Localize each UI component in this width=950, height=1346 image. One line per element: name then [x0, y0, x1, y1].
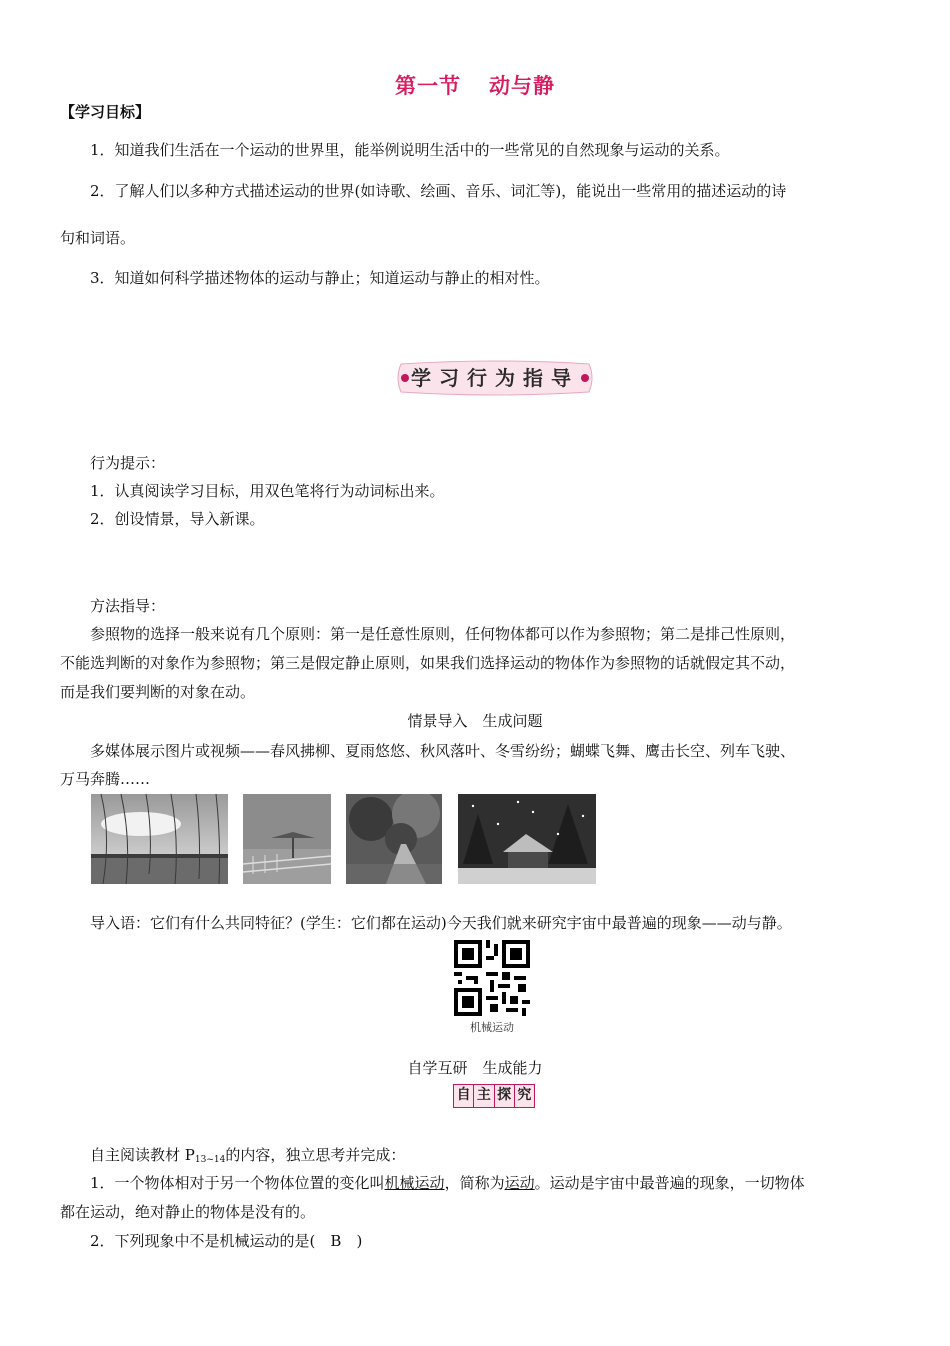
photo-summer-rain	[243, 794, 331, 884]
q1-text: ，简称为	[444, 1174, 505, 1192]
objective-item: 3．知道如何科学描述物体的运动与静止；知道运动与静止的相对性。	[90, 269, 550, 287]
section-number: 第一节	[395, 73, 461, 98]
method-line: 而是我们要判断的对象在动。	[60, 683, 256, 701]
behavior-heading: 行为提示：	[90, 454, 166, 472]
q1-text: 。运动是宇宙中最普遍的现象，一切物体	[534, 1174, 805, 1192]
method-heading: 方法指导：	[90, 597, 166, 615]
section-banner	[395, 360, 595, 396]
objective-item: 1．知道我们生活在一个运动的世界里，能举例说明生活中的一些常见的自然现象与运动的关系。	[90, 141, 730, 159]
q2-answer: B	[330, 1232, 342, 1250]
method-line: 不能选判断的对象作为参照物；第三是假定静止原则，如果我们选择运动的物体作为参照物的话就假定其不动，	[60, 654, 796, 672]
badge-char: 自	[454, 1085, 474, 1107]
reading-prefix: 自主阅读教材 P	[90, 1146, 195, 1164]
reading-instruction	[90, 1144, 895, 1171]
qr-code-icon[interactable]	[454, 940, 530, 1016]
question-1-continued: 都在运动，绝对静止的物体是没有的。	[60, 1203, 316, 1221]
badge-char: 究	[517, 1087, 532, 1103]
objective-item-continued: 句和词语。	[60, 229, 136, 247]
intro-speech: 导入语：它们有什么共同特征？(学生：它们都在运动)今天我们就来研究宇宙中最普遍的现象——动与静。	[90, 914, 792, 932]
method-line: 参照物的选择一般来说有几个原则：第一是任意性原则，任何物体都可以作为参照物；第二是排己性原则，	[90, 625, 796, 643]
banner-text: 学习行为指导	[411, 366, 579, 390]
q1-answer-1: 机械运动	[384, 1174, 445, 1192]
badge-char: 主	[474, 1085, 494, 1107]
q1-text: 1．一个物体相对于另一个物体位置的变化叫	[90, 1174, 385, 1192]
photo-autumn-leaves	[346, 794, 442, 884]
q1-answer-2: 运动	[504, 1174, 535, 1192]
behavior-item: 1．认真阅读学习目标，用双色笔将行为动词标出来。	[90, 482, 445, 500]
question-1	[90, 1172, 895, 1194]
objectives-heading: 【学习目标】	[60, 103, 151, 121]
badge-char: 探	[495, 1085, 515, 1107]
q2-text: 2．下列现象中不是机械运动的是(	[90, 1232, 331, 1250]
photo-winter-snow	[458, 794, 596, 884]
scene-heading: 情景导入 生成问题	[407, 712, 543, 730]
question-2	[90, 1230, 895, 1252]
behavior-item: 2．创设情景，导入新课。	[90, 510, 265, 528]
photo-spring-willow	[91, 794, 228, 884]
reading-pages: 13~14	[194, 1155, 226, 1165]
selfstudy-heading: 自学互研 生成能力	[407, 1059, 543, 1077]
scene-line: 万马奔腾……	[60, 770, 151, 788]
q2-close: )	[341, 1232, 363, 1250]
objective-item: 2．了解人们以多种方式描述运动的世界(如诗歌、绘画、音乐、词汇等)，能说出一些常用的描述运动的诗	[90, 182, 787, 200]
selfstudy-badge	[453, 1084, 535, 1108]
section-name: 动与静	[489, 73, 555, 98]
page-title	[0, 70, 950, 100]
qr-label: 机械运动	[470, 1021, 514, 1034]
reading-suffix: 的内容，独立思考并完成：	[225, 1146, 406, 1164]
scene-line: 多媒体展示图片或视频——春风拂柳、夏雨悠悠、秋风落叶、冬雪纷纷；蝴蝶飞舞、鹰击长空、列车飞驶、	[90, 742, 796, 760]
